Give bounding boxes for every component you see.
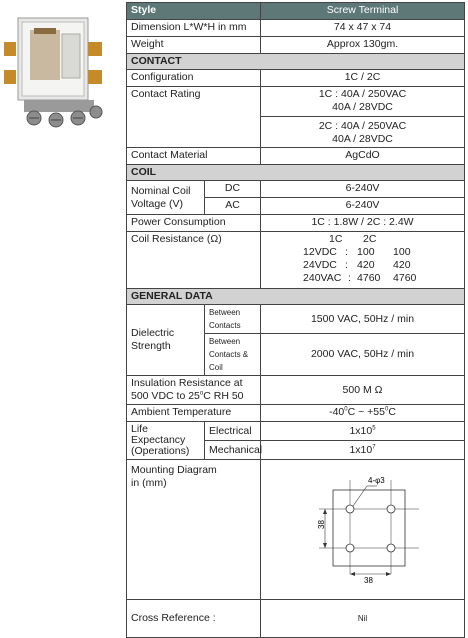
- life-label-line2: Expectancy: [131, 434, 186, 446]
- insulation-label: [127, 376, 261, 405]
- spec-table: [126, 2, 465, 638]
- life-electrical-exp: 5: [372, 425, 376, 431]
- ambient-deg-1: 0: [344, 406, 348, 413]
- crossref-value: Nil: [261, 600, 465, 638]
- mounting-label-line1: Mounting Diagram: [131, 464, 217, 476]
- coil-resistance-row: [127, 232, 465, 289]
- nominal-ac-label: AC: [205, 198, 261, 215]
- contact-section-row: [127, 54, 465, 70]
- contact-material-row: [127, 148, 465, 165]
- vertical-dimension: 38: [317, 520, 327, 529]
- nominal-coil-label-line1: Nominal Coil: [131, 184, 191, 197]
- coil-section-title: COIL: [127, 165, 465, 181]
- nominal-coil-label: [127, 181, 205, 215]
- life-electrical-label: Electrical: [205, 422, 261, 441]
- insulation-label-part-b: C RH 50: [203, 390, 244, 402]
- dielectric-row-1: [127, 305, 465, 334]
- mounting-hole-4: [387, 544, 395, 552]
- res-r2-voltage: 24VDC: [303, 259, 337, 271]
- nominal-ac-value: 6-240V: [261, 198, 465, 215]
- res-r1-sep: :: [345, 246, 348, 258]
- header-style-value: Screw Terminal: [261, 3, 465, 20]
- res-r2-2c: 420: [393, 259, 411, 271]
- res-r1-2c: 100: [393, 246, 411, 258]
- contact-rating-row: [127, 87, 465, 117]
- contact-rating-label: Contact Rating: [127, 87, 261, 148]
- header-row: [127, 3, 465, 20]
- mounting-diagram: [261, 460, 465, 595]
- res-r3-sep: :: [348, 272, 351, 284]
- res-head-2c: 2C: [363, 233, 377, 245]
- general-section-title: GENERAL DATA: [127, 289, 465, 305]
- life-electrical-row: [127, 422, 465, 441]
- insulation-label-line1: Insulation Resistance at: [131, 377, 243, 389]
- rating-1c-dc: 40A / 28VDC: [332, 101, 393, 113]
- contact-section-title: CONTACT: [127, 54, 465, 70]
- nominal-coil-label-line2: Voltage (V): [131, 197, 183, 210]
- dimension-row: [127, 20, 465, 37]
- ambient-max: C ~ +55: [347, 406, 385, 418]
- res-r2-sep: :: [345, 259, 348, 271]
- power-value: 1C : 1.8W / 2C : 2.4W: [261, 215, 465, 232]
- ambient-value: [261, 405, 465, 422]
- insulation-value: 500 M Ω: [261, 376, 465, 405]
- general-section-row: [127, 289, 465, 305]
- dielectric-label-line2: Strength: [131, 340, 171, 352]
- coil-resistance-label: Coil Resistance (Ω): [127, 232, 261, 289]
- contact-material-label: Contact Material: [127, 148, 261, 165]
- weight-row: [127, 37, 465, 54]
- power-label: Power Consumption: [127, 215, 261, 232]
- mounting-hole-2: [387, 505, 395, 513]
- dielectric-sub2-line1: Between: [209, 337, 241, 346]
- insulation-label-part-a: 500 VDC to 25: [131, 390, 200, 402]
- mounting-hole-3: [346, 544, 354, 552]
- rating-2c-ac: 2C : 40A / 250VAC: [318, 120, 407, 132]
- life-electrical-value: [261, 422, 465, 441]
- dielectric-sub1-line1: Between: [209, 308, 241, 317]
- dielectric-sub1: [205, 305, 261, 334]
- res-r2-1c: 420: [357, 259, 375, 271]
- dielectric-val2: 2000 VAC, 50Hz / min: [261, 334, 465, 376]
- res-r3-2c: 4760: [393, 272, 417, 284]
- weight-value: Approx 130gm.: [261, 37, 465, 54]
- insulation-row: [127, 376, 465, 405]
- res-r1-voltage: 12VDC: [303, 246, 337, 258]
- dielectric-label-line1: Dielectric: [131, 327, 175, 339]
- horizontal-dimension: 38: [364, 576, 373, 585]
- ambient-unit: C: [388, 406, 396, 418]
- res-r3-1c: 4760: [357, 272, 381, 284]
- crossref-row: [127, 600, 465, 638]
- life-mechanical-exp: 7: [372, 444, 376, 450]
- insulation-label-line2: [131, 390, 256, 403]
- header-style-label: Style: [127, 3, 261, 20]
- configuration-value: 1C / 2C: [261, 70, 465, 87]
- nominal-dc-value: 6-240V: [261, 181, 465, 198]
- dielectric-label: [127, 305, 205, 376]
- mounting-hole-1: [346, 505, 354, 513]
- contact-rating-2c: [261, 117, 465, 148]
- life-mechanical-value: [261, 441, 465, 460]
- life-electrical-base: 1x10: [349, 424, 373, 437]
- dielectric-sub2-line2: Contacts & Coil: [209, 350, 249, 372]
- dimension-value: 74 x 47 x 74: [261, 20, 465, 37]
- rating-2c-dc: 40A / 28VDC: [332, 133, 393, 145]
- ambient-min: -40: [329, 406, 345, 418]
- res-head-1c: 1C: [329, 233, 343, 245]
- crossref-label: Cross Reference :: [127, 600, 261, 638]
- coil-section-row: [127, 165, 465, 181]
- weight-label: Weight: [127, 37, 261, 54]
- ambient-deg-2: 0: [385, 406, 389, 413]
- insulation-degree: o: [199, 390, 204, 397]
- ambient-row: [127, 405, 465, 422]
- dielectric-sub1-line2: Contacts: [209, 321, 241, 330]
- contact-material-value: AgCdO: [261, 148, 465, 165]
- dielectric-sub2: [205, 334, 261, 376]
- coil-resistance-values: [261, 232, 465, 289]
- ambient-label: Ambient Temperature: [127, 405, 261, 422]
- life-mechanical-base: 1x10: [349, 443, 373, 456]
- rating-1c-ac: 1C : 40A / 250VAC: [318, 88, 407, 100]
- life-label-line3: (Operations): [131, 445, 190, 457]
- life-label-line1: Life: [131, 423, 148, 435]
- mounting-label-line2: in (mm): [131, 477, 167, 489]
- res-r1-1c: 100: [357, 246, 375, 258]
- nominal-dc-label: DC: [205, 181, 261, 198]
- configuration-label: Configuration: [127, 70, 261, 87]
- mounting-label: [127, 460, 261, 600]
- life-label: [127, 422, 205, 460]
- mounting-row: [127, 460, 465, 600]
- nominal-dc-row: [127, 181, 465, 198]
- configuration-row: [127, 70, 465, 87]
- contact-rating-1c: [261, 87, 465, 117]
- res-r3-voltage: 240VAC: [303, 272, 342, 284]
- mounting-diagram-cell: [261, 460, 465, 600]
- hole-callout: 4-φ3: [368, 476, 385, 485]
- relay-photo: [4, 8, 114, 134]
- power-row: [127, 215, 465, 232]
- dielectric-val1: 1500 VAC, 50Hz / min: [261, 305, 465, 334]
- dimension-label: Dimension L*W*H in mm: [127, 20, 261, 37]
- life-mechanical-label: Mechanical: [205, 441, 261, 460]
